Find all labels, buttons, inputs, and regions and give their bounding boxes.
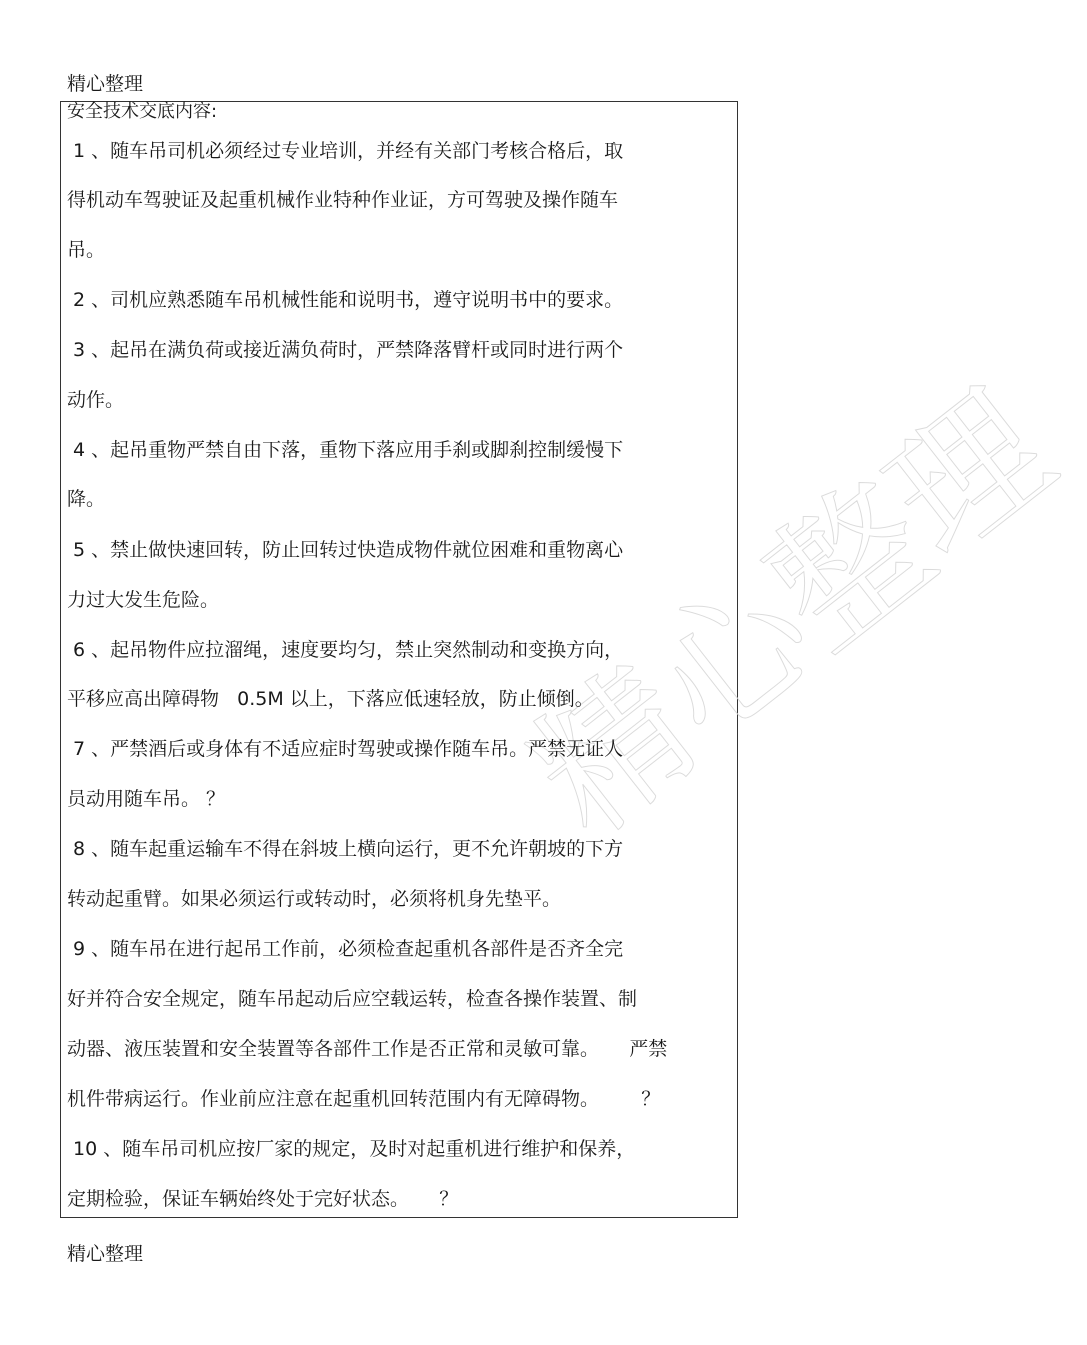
text-line: 动器、液压装置和安全装置等各部件工作是否正常和灵敏可靠。 严禁 xyxy=(67,1038,668,1060)
text-line: 好并符合安全规定，随车吊起动后应空载运转，检查各操作装置、制 xyxy=(67,988,638,1010)
text-line: 10 、随车吊司机应按厂家的规定，及时对起重机进行维护和保养， xyxy=(67,1138,636,1160)
content-box xyxy=(60,101,1083,1218)
text-line: 动作。 xyxy=(67,389,125,411)
text-line: 降。 xyxy=(67,488,106,510)
text-line: 3 、起吊在满负荷或接近满负荷时，严禁降落臂杆或同时进行两个 xyxy=(67,339,624,361)
text-line: 吊。 xyxy=(67,239,106,261)
text-line: 7 、严禁酒后或身体有不适应症时驾驶或操作随车吊。严禁无证人 xyxy=(67,738,624,760)
text-line: 6 、起吊物件应拉溜绳，速度要均匀，禁止突然制动和变换方向， xyxy=(67,639,624,661)
text-line: 转动起重臂。如果必须运行或转动时，必须将机身先垫平。 xyxy=(67,888,562,910)
text-line: 5 、禁止做快速回转，防止回转过快造成物件就位困难和重物离心 xyxy=(67,539,624,561)
text-line: 8 、随车起重运输车不得在斜坡上横向运行，更不允许朝坡的下方 xyxy=(67,838,624,860)
watermark: 精心整理 xyxy=(502,360,1083,867)
text-line: 2 、司机应熟悉随车吊机械性能和说明书，遵守说明书中的要求。 xyxy=(67,289,624,311)
text-line: 机件带病运行。作业前应注意在起重机回转范围内有无障碍物。 ？ xyxy=(67,1088,661,1110)
text-line: 9 、随车吊在进行起吊工作前，必须检查起重机各部件是否齐全完 xyxy=(67,938,624,960)
text-line: 4 、起吊重物严禁自由下落，重物下落应用手刹或脚刹控制缓慢下 xyxy=(67,439,624,461)
page-footer: 精心整理 xyxy=(67,1243,144,1265)
text-line: 定期检验，保证车辆始终处于完好状态。 ？ xyxy=(67,1188,459,1210)
text-line: 力过大发生危险。 xyxy=(67,589,220,611)
text-line: 平移应高出障碍物 0.5M 以上，下落应低速轻放，防止倾倒。 xyxy=(67,688,594,710)
page-header: 精心整理 xyxy=(67,73,144,95)
box-title: 安全技术交底内容: xyxy=(67,101,218,122)
text-line: 1 、随车吊司机必须经过专业培训，并经有关部门考核合格后，取 xyxy=(67,140,624,162)
text-line: 得机动车驾驶证及起重机械作业特种作业证，方可驾驶及操作随车 xyxy=(67,189,619,211)
text-line: 员动用随车吊。 ？ xyxy=(67,788,226,810)
